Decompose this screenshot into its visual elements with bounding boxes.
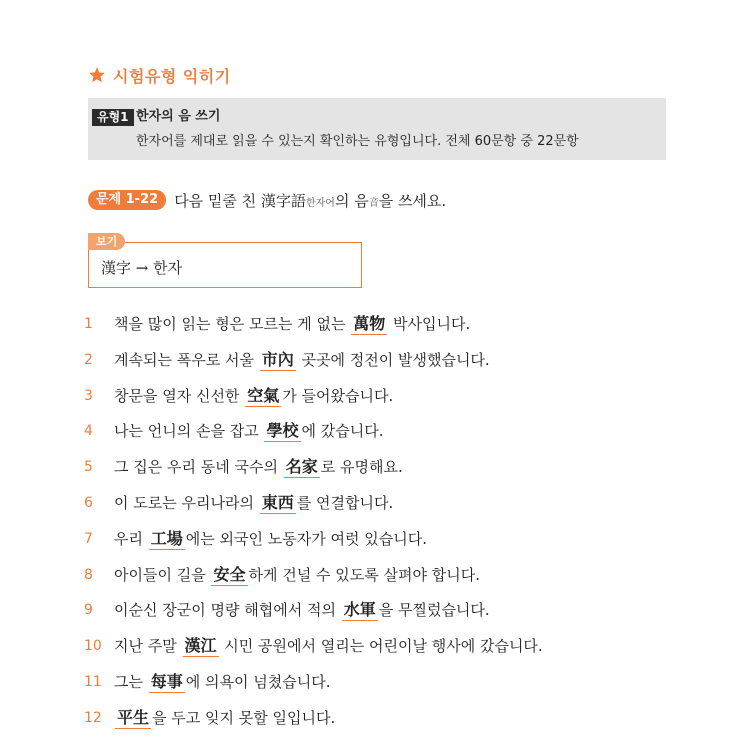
sentence-pre: 창문을 열자 신선한 [114,386,245,405]
question-number: 6 [84,495,93,511]
underlined-hanja: 名家 [285,457,318,477]
section-title: 시험유형 익히기 [113,66,231,86]
example-content: 漢字 → 한자 [101,259,183,277]
sentence-post: 가 들어왔습니다. [282,386,394,405]
sentence-post: 를 연결합니다. [296,494,394,512]
question-item [0,559,750,591]
question-item [0,415,750,447]
underlined-hanja: 東西 [261,493,294,512]
question-sentence [114,420,384,442]
underlined-hanja: 安全 [213,564,246,584]
question-number: 9 [84,602,93,619]
question-number: 7 [84,530,93,547]
sentence-post: 하게 건널 수 있도록 살펴야 합니다. [248,565,480,584]
question-number: 5 [84,459,93,476]
sentence-pre: 우리 [114,529,148,548]
sentence-post: 곳곳에 정전이 발생했습니다. [296,350,490,369]
question-item [0,594,750,626]
type-name: 한자의 음 쓰기 [136,109,221,124]
example-label: 보기 [88,233,125,250]
question-item [0,630,750,662]
problem-text-middle: 의 음 [334,191,369,210]
example-box [88,235,362,288]
question-sentence [114,564,480,586]
sentence-pre: 계속되는 폭우로 서울 [114,350,259,369]
sentence-pre: 아이들이 길을 [114,565,211,584]
problem-instruction [88,187,446,213]
question-number: 8 [84,566,93,583]
question-sentence [114,349,490,371]
sentence-post: 을 두고 잊지 못할 일입니다. [152,708,336,727]
section-header [88,64,231,86]
problem-badge: 문제 1-22 [88,190,166,210]
underlined-hanja: 萬物 [353,314,386,333]
question-sentence [114,671,330,693]
sentence-pre: 그는 [114,673,148,691]
sentence-post: 시민 공원에서 열리는 어린이날 행사에 갔습니다. [219,637,543,656]
question-item [0,451,750,483]
problem-text [174,190,446,211]
question-number: 2 [84,351,93,368]
underlined-hanja: 工場 [150,528,183,548]
type-badge: 유형1 [92,109,134,126]
question-sentence [114,599,490,621]
question-item [0,523,750,555]
question-number: 1 [84,316,93,332]
question-number: 3 [84,387,93,404]
sentence-pre: 그 집은 우리 동네 국수의 [114,458,283,477]
question-number: 4 [84,423,93,440]
sentence-pre: 책을 많이 읽는 형은 모르는 게 없는 [114,315,351,333]
sentence-pre: 이 도로는 우리나라의 [114,494,259,512]
problem-text-after: 을 쓰세요. [378,191,447,210]
question-number: 10 [84,638,102,655]
question-number: 12 [84,709,102,726]
question-item [0,380,750,412]
sentence-post: 박사입니다. [388,315,471,333]
underlined-hanja: 每事 [150,672,183,691]
question-item [0,702,750,734]
question-sentence [114,313,470,335]
star-icon [88,66,106,84]
underlined-hanja: 水軍 [343,600,376,620]
sentence-pre: 지난 주말 [114,637,182,656]
question-item [0,308,750,340]
question-sentence [114,528,427,550]
sentence-post: 을 무찔렀습니다. [378,601,490,620]
question-sentence [114,492,393,514]
question-sentence [114,707,335,729]
sentence-pre: 이순신 장군이 명량 해협에서 적의 [114,601,341,620]
underlined-hanja: 漢江 [184,636,217,656]
problem-text-before: 다음 밑줄 친 漢字語 [174,191,306,210]
question-item [0,487,750,519]
question-item [0,666,750,698]
question-sentence [114,385,393,407]
sentence-post: 에는 외국인 노동자가 여럿 있습니다. [185,529,427,548]
sentence-post: 로 유명해요. [320,458,403,477]
sentence-post: 에 의욕이 넘쳤습니다. [185,673,331,691]
underlined-hanja: 市內 [261,349,294,369]
problem-text-small2: 音 [368,197,379,209]
question-number: 11 [84,674,102,690]
question-sentence [114,635,543,657]
question-sentence [114,456,403,478]
underlined-hanja: 空氣 [247,385,280,405]
type-description: 한자어를 제대로 읽을 수 있는지 확인하는 유형입니다. 전체 60문항 중 22문항 [136,134,579,149]
underlined-hanja: 平生 [117,707,150,727]
problem-text-small1: 한자어 [305,197,335,209]
question-item [0,344,750,376]
underlined-hanja: 學校 [266,421,299,441]
question-type-box [88,98,666,160]
sentence-post: 에 갔습니다. [301,422,384,441]
sentence-pre: 나는 언니의 손을 잡고 [114,422,264,441]
